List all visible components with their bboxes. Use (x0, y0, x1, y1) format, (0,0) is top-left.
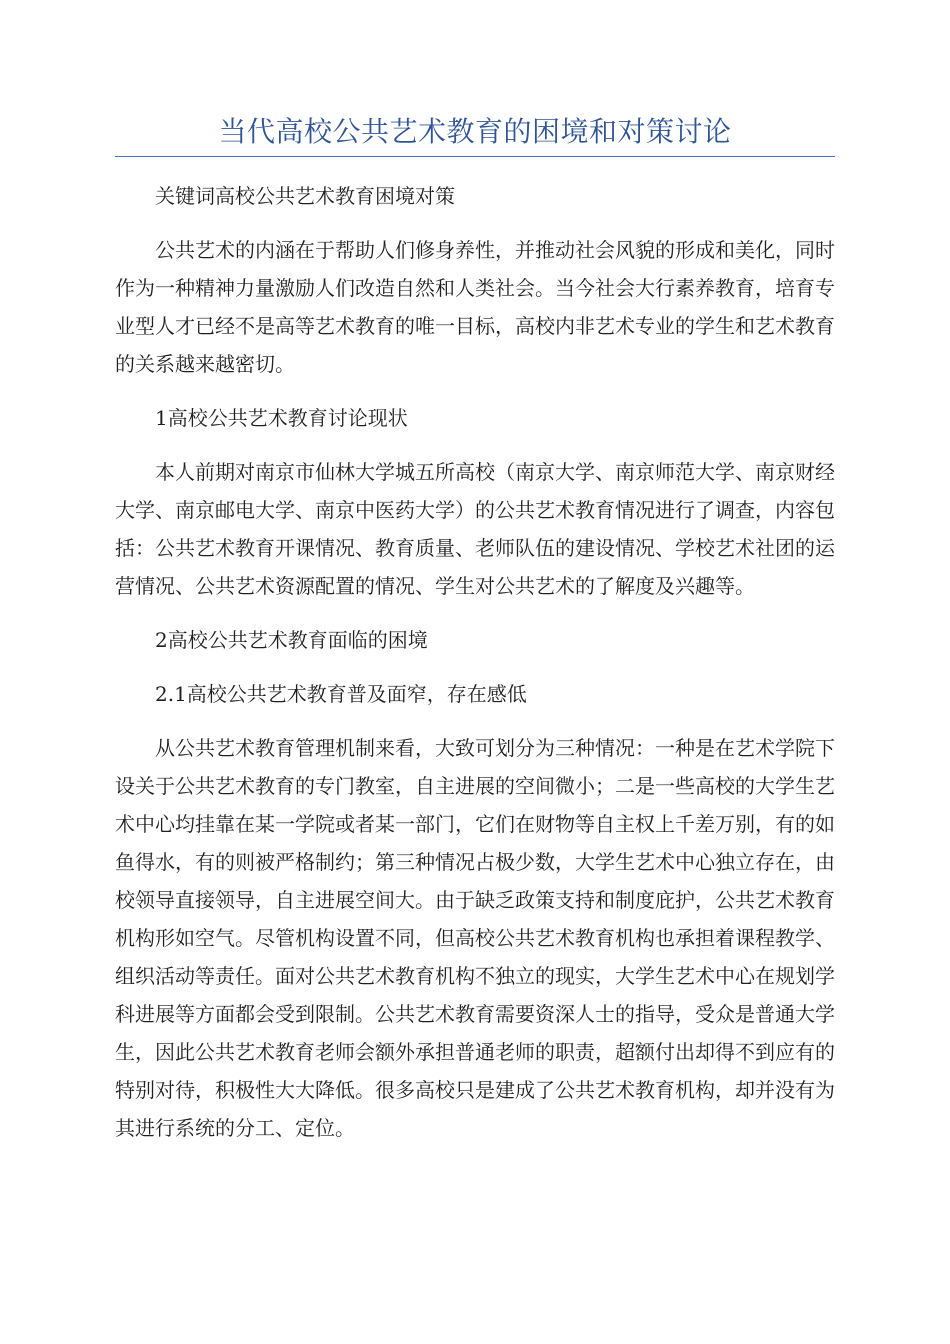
section-heading-2-1: 2.1高校公共艺术教育普及面窄，存在感低 (155, 682, 527, 706)
keywords-line: 关键词高校公共艺术教育困境对策 (155, 184, 455, 208)
section-heading-1: 1高校公共艺术教育讨论现状 (155, 406, 408, 430)
document-page (115, 100, 835, 1163)
paragraph-management: 从公共艺术教育管理机制来看，大致可划分为三种情况：一种是在艺术学院下设关于公共艺术教育的专门教室，自主进展的空间微小；二是一些高校的大学生艺术中心均挂靠在某一学院或者某一部门，它们在财物等自主权上千差万别，有的如鱼得水，有的则被严格制约；第三种情况占极少数，大学生艺术中心独立存在，由校领导直接领导，自主进展空间大。由于缺乏政策支持和制度庇护，公共艺术教育机构形如空气。尽管机构设置不同，但高校公共艺术教育机构也承担着课程教学、组织活动等责任。面对公共艺术教育机构不独立的现实，大学生艺术中心在规划学科进展等方面都会受到限制。公共艺术教育需要资深人士的指导，受众是普通大学生，因此公共艺术教育老师会额外承担普通老师的职责，超额付出却得不到应有的特别对待，积极性大大降低。很多高校只是建成了公共艺术教育机构，却并没有为其进行系统的分工、定位。 (115, 736, 835, 1140)
section-heading-2: 2高校公共艺术教育面临的困境 (155, 628, 428, 652)
page-title: 当代高校公共艺术教育的困境和对策讨论 (218, 115, 732, 148)
title-underline (115, 156, 835, 157)
paragraph-intro: 公共艺术的内涵在于帮助人们修身养性，并推动社会风貌的形成和美化，同时作为一种精神力量激励人们改造自然和人类社会。当今社会大行素养教育，培育专业型人才已经不是高等艺术教育的唯一目标，高校内非艺术专业的学生和艺术教育的关系越来越密切。 (115, 238, 835, 376)
paragraph-survey: 本人前期对南京市仙林大学城五所高校（南京大学、南京师范大学、南京财经大学、南京邮电大学、南京中医药大学）的公共艺术教育情况进行了调查，内容包括：公共艺术教育开课情况、教育质量、老师队伍的建设情况、学校艺术社团的运营情况、公共艺术资源配置的情况、学生对公共艺术的了解度及兴趣等。 (115, 460, 835, 598)
